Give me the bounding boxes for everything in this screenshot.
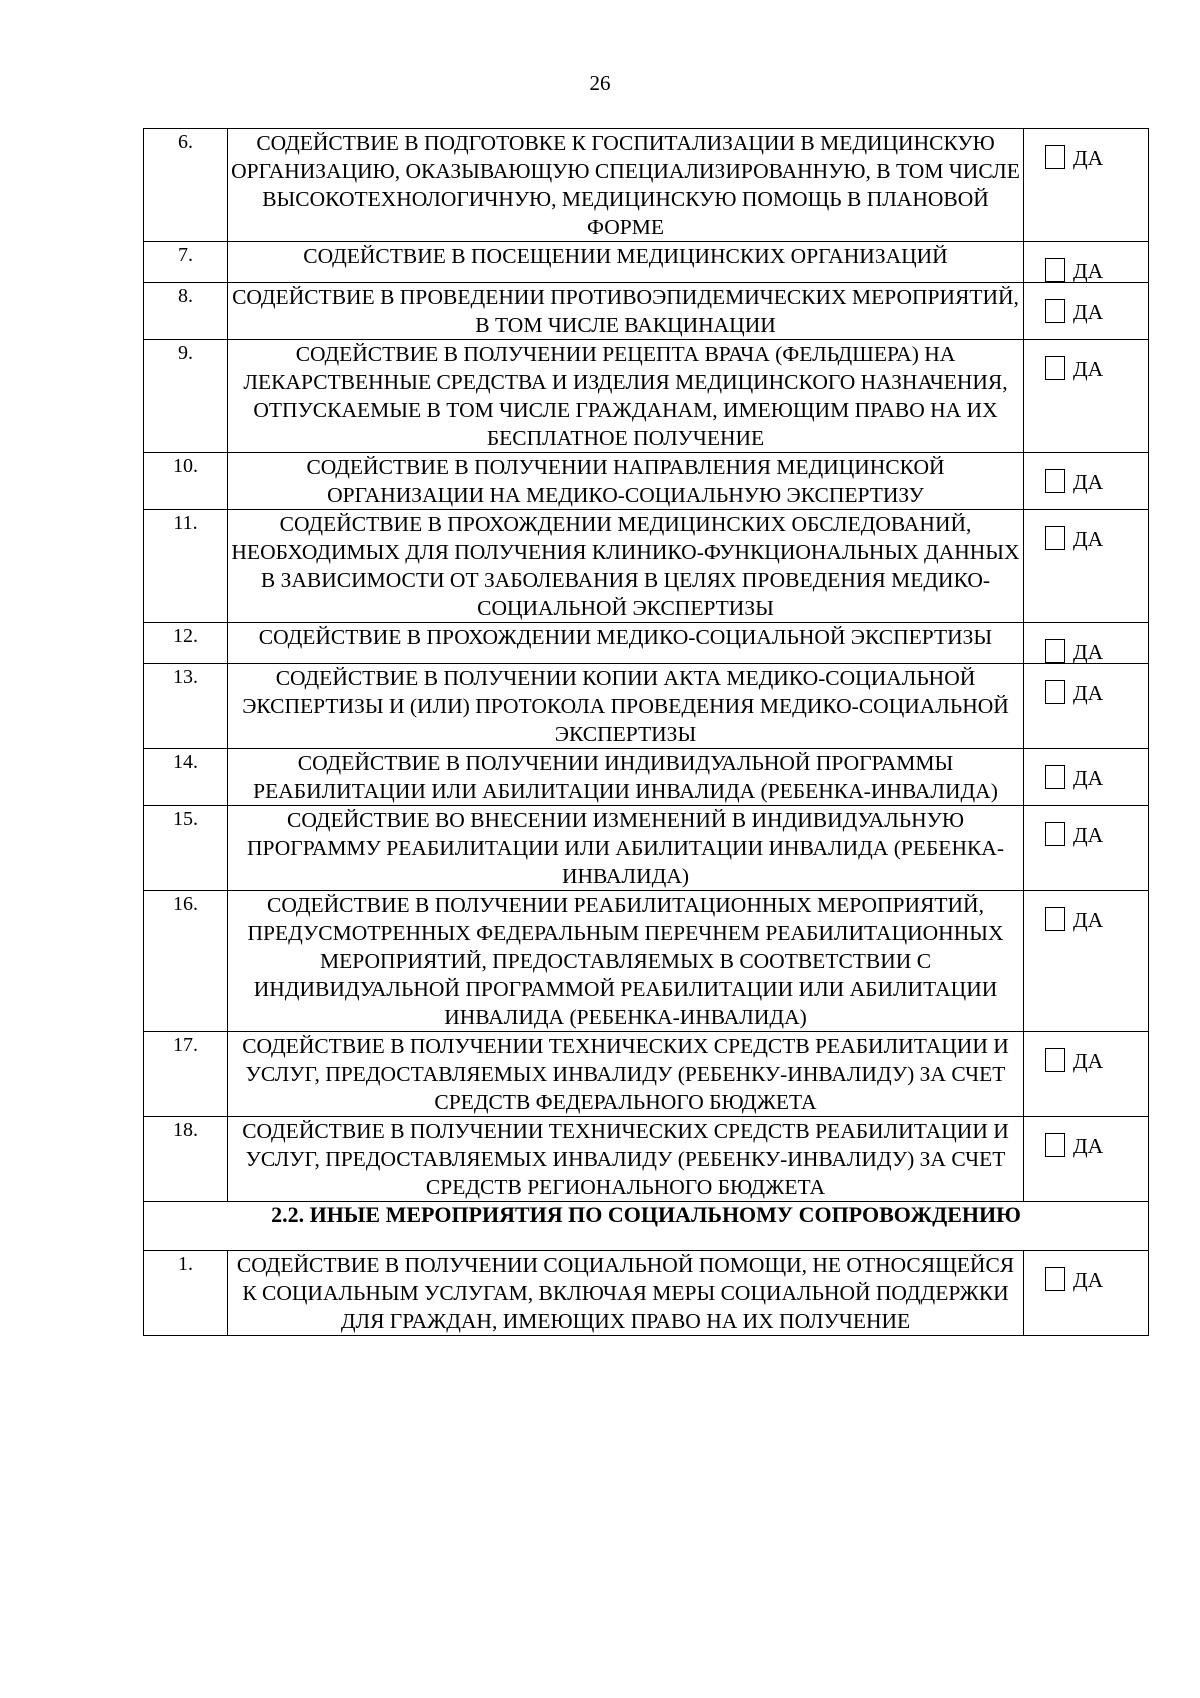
row-number: 8. [144,283,228,340]
row-number: 17. [144,1032,228,1117]
row-check-cell [1024,1251,1149,1336]
row-number: 10. [144,453,228,510]
section-rows [144,1251,1149,1336]
row-check-cell [1024,129,1149,242]
yes-label: ДА [1073,146,1104,170]
row-number: 15. [144,806,228,891]
row-number: 1. [144,1251,228,1336]
row-description: СОДЕЙСТВИЕ В ПОДГОТОВКЕ К ГОСПИТАЛИЗАЦИИ В МЕДИЦИНСКУЮ ОРГАНИЗАЦИЮ, ОКАЗЫВАЮЩУЮ СПЕЦИАЛИЗИРОВАННУЮ, В ТОМ ЧИСЛЕ ВЫСОКОТЕХНОЛОГИЧНУЮ, МЕДИЦИНСКУЮ ПОМОЩЬ В ПЛАНОВОЙ ФОРМЕ [228,129,1024,242]
row-check-cell [1024,664,1149,749]
checklist-rows [144,129,1149,1202]
table-row [144,806,1149,891]
section-header-row [144,1202,1149,1251]
table-row [144,510,1149,623]
row-description: СОДЕЙСТВИЕ В ПОЛУЧЕНИИ СОЦИАЛЬНОЙ ПОМОЩИ, НЕ ОТНОСЯЩЕЙСЯ К СОЦИАЛЬНЫМ УСЛУГАМ, ВКЛЮЧАЯ МЕРЫ СОЦИАЛЬНОЙ ПОДДЕРЖКИ ДЛЯ ГРАЖДАН, ИМЕЮЩИХ ПРАВО НА ИХ ПОЛУЧЕНИЕ [228,1251,1024,1336]
yes-option[interactable] [1045,299,1148,323]
yes-option[interactable] [1045,907,1148,931]
row-description: СОДЕЙСТВИЕ В ПРОХОЖДЕНИИ МЕДИЦИНСКИХ ОБСЛЕДОВАНИЙ, НЕОБХОДИМЫХ ДЛЯ ПОЛУЧЕНИЯ КЛИНИКО-ФУНКЦИОНАЛЬНЫХ ДАННЫХ В ЗАВИСИМОСТИ ОТ ЗАБОЛЕВАНИЯ В ЦЕЛЯХ ПРОВЕДЕНИЯ МЕДИКО-СОЦИАЛЬНОЙ ЭКСПЕРТИЗЫ [228,510,1024,623]
yes-checkbox[interactable] [1045,526,1065,550]
table-row [144,129,1149,242]
row-description: СОДЕЙСТВИЕ ВО ВНЕСЕНИИ ИЗМЕНЕНИЙ В ИНДИВИДУАЛЬНУЮ ПРОГРАММУ РЕАБИЛИТАЦИИ ИЛИ АБИЛИТАЦИИ ИНВАЛИДА (РЕБЕНКА-ИНВАЛИДА) [228,806,1024,891]
yes-option[interactable] [1045,356,1148,380]
row-description: СОДЕЙСТВИЕ В ПОСЕЩЕНИИ МЕДИЦИНСКИХ ОРГАНИЗАЦИЙ [228,242,1024,283]
yes-option[interactable] [1045,680,1148,704]
row-check-cell [1024,453,1149,510]
yes-checkbox[interactable] [1045,1267,1065,1291]
yes-label: ДА [1073,300,1104,324]
row-check-cell [1024,1117,1149,1202]
table-row [144,1117,1149,1202]
yes-checkbox[interactable] [1045,1133,1065,1157]
yes-option[interactable] [1045,469,1148,493]
table-row [144,283,1149,340]
table-row [144,664,1149,749]
row-number: 18. [144,1117,228,1202]
page-number: 26 [589,71,611,95]
yes-label: ДА [1073,259,1104,283]
row-number: 16. [144,891,228,1032]
yes-option[interactable] [1045,526,1148,550]
row-check-cell [1024,283,1149,340]
table-row [144,891,1149,1032]
table-row [144,1251,1149,1336]
yes-checkbox[interactable] [1045,907,1065,931]
row-check-cell [1024,340,1149,453]
row-description: СОДЕЙСТВИЕ В ПОЛУЧЕНИИ КОПИИ АКТА МЕДИКО-СОЦИАЛЬНОЙ ЭКСПЕРТИЗЫ И (ИЛИ) ПРОТОКОЛА ПРОВЕДЕНИЯ МЕДИКО-СОЦИАЛЬНОЙ ЭКСПЕРТИЗЫ [228,664,1024,749]
row-description: СОДЕЙСТВИЕ В ПРОХОЖДЕНИИ МЕДИКО-СОЦИАЛЬНОЙ ЭКСПЕРТИЗЫ [228,623,1024,664]
row-description: СОДЕЙСТВИЕ В ПОЛУЧЕНИИ РЕАБИЛИТАЦИОННЫХ МЕРОПРИЯТИЙ, ПРЕДУСМОТРЕННЫХ ФЕДЕРАЛЬНЫМ ПЕРЕЧНЕМ РЕАБИЛИТАЦИОННЫХ МЕРОПРИЯТИЙ, ПРЕДОСТАВЛЯЕМЫХ В СООТВЕТСТВИИ С ИНДИВИДУАЛЬНОЙ ПРОГРАММОЙ РЕАБИЛИТАЦИИ ИЛИ АБИЛИТАЦИИ ИНВАЛИДА (РЕБЕНКА-ИНВАЛИДА) [228,891,1024,1032]
yes-label: ДА [1073,766,1104,790]
row-number: 12. [144,623,228,664]
yes-checkbox[interactable] [1045,680,1065,704]
yes-option[interactable] [1045,1133,1148,1157]
yes-checkbox[interactable] [1045,1048,1065,1072]
yes-option[interactable] [1045,639,1148,663]
row-check-cell [1024,623,1149,664]
yes-checkbox[interactable] [1045,765,1065,789]
row-number: 6. [144,129,228,242]
checklist-table [143,128,1149,1336]
section-title: 2.2. ИНЫЕ МЕРОПРИЯТИЯ ПО СОЦИАЛЬНОМУ СОПРОВОЖДЕНИЮ [144,1202,1149,1251]
yes-checkbox[interactable] [1045,639,1065,663]
yes-option[interactable] [1045,258,1148,282]
yes-checkbox[interactable] [1045,469,1065,493]
row-description: СОДЕЙСТВИЕ В ПРОВЕДЕНИИ ПРОТИВОЭПИДЕМИЧЕСКИХ МЕРОПРИЯТИЙ, В ТОМ ЧИСЛЕ ВАКЦИНАЦИИ [228,283,1024,340]
row-check-cell [1024,749,1149,806]
row-description: СОДЕЙСТВИЕ В ПОЛУЧЕНИИ ИНДИВИДУАЛЬНОЙ ПРОГРАММЫ РЕАБИЛИТАЦИИ ИЛИ АБИЛИТАЦИИ ИНВАЛИДА (РЕБЕНКА-ИНВАЛИДА) [228,749,1024,806]
yes-checkbox[interactable] [1045,145,1065,169]
yes-checkbox[interactable] [1045,258,1065,282]
yes-label: ДА [1073,908,1104,932]
row-check-cell [1024,891,1149,1032]
row-check-cell [1024,1032,1149,1117]
yes-checkbox[interactable] [1045,356,1065,380]
yes-label: ДА [1073,357,1104,381]
yes-option[interactable] [1045,765,1148,789]
row-description: СОДЕЙСТВИЕ В ПОЛУЧЕНИИ ТЕХНИЧЕСКИХ СРЕДСТВ РЕАБИЛИТАЦИИ И УСЛУГ, ПРЕДОСТАВЛЯЕМЫХ ИНВАЛИДУ (РЕБЕНКУ-ИНВАЛИДУ) ЗА СЧЕТ СРЕДСТВ РЕГИОНАЛЬНОГО БЮДЖЕТА [228,1117,1024,1202]
yes-checkbox[interactable] [1045,299,1065,323]
table-row [144,749,1149,806]
yes-option[interactable] [1045,822,1148,846]
table-row [144,623,1149,664]
row-description: СОДЕЙСТВИЕ В ПОЛУЧЕНИИ НАПРАВЛЕНИЯ МЕДИЦИНСКОЙ ОРГАНИЗАЦИИ НА МЕДИКО-СОЦИАЛЬНУЮ ЭКСПЕРТИЗУ [228,453,1024,510]
yes-option[interactable] [1045,145,1148,169]
yes-label: ДА [1073,1049,1104,1073]
row-description: СОДЕЙСТВИЕ В ПОЛУЧЕНИИ ТЕХНИЧЕСКИХ СРЕДСТВ РЕАБИЛИТАЦИИ И УСЛУГ, ПРЕДОСТАВЛЯЕМЫХ ИНВАЛИДУ (РЕБЕНКУ-ИНВАЛИДУ) ЗА СЧЕТ СРЕДСТВ ФЕДЕРАЛЬНОГО БЮДЖЕТА [228,1032,1024,1117]
yes-label: ДА [1073,527,1104,551]
yes-option[interactable] [1045,1048,1148,1072]
table-row [144,453,1149,510]
row-check-cell [1024,242,1149,283]
row-number: 11. [144,510,228,623]
row-number: 7. [144,242,228,283]
yes-label: ДА [1073,640,1104,664]
yes-option[interactable] [1045,1267,1148,1291]
row-description: СОДЕЙСТВИЕ В ПОЛУЧЕНИИ РЕЦЕПТА ВРАЧА (ФЕЛЬДШЕРА) НА ЛЕКАРСТВЕННЫЕ СРЕДСТВА И ИЗДЕЛИЯ МЕДИЦИНСКОГО НАЗНАЧЕНИЯ, ОТПУСКАЕМЫЕ В ТОМ ЧИСЛЕ ГРАЖДАНАМ, ИМЕЮЩИМ ПРАВО НА ИХ БЕСПЛАТНОЕ ПОЛУЧЕНИЕ [228,340,1024,453]
row-number: 13. [144,664,228,749]
yes-label: ДА [1073,1134,1104,1158]
row-check-cell [1024,806,1149,891]
table-row [144,242,1149,283]
yes-label: ДА [1073,823,1104,847]
table-row [144,340,1149,453]
yes-label: ДА [1073,470,1104,494]
table-row [144,1032,1149,1117]
yes-label: ДА [1073,1268,1104,1292]
row-check-cell [1024,510,1149,623]
yes-label: ДА [1073,681,1104,705]
row-number: 9. [144,340,228,453]
row-number: 14. [144,749,228,806]
yes-checkbox[interactable] [1045,822,1065,846]
